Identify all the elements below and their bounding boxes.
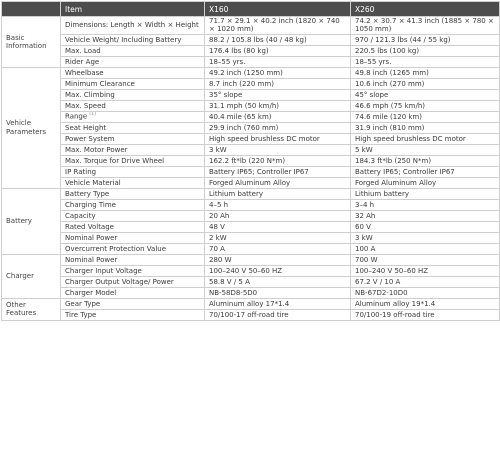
x260-value: 74.6 mile (120 km) [351, 111, 500, 122]
x260-value: 67.2 V / 10 A [351, 276, 500, 287]
table-row [2, 210, 500, 221]
x160-value: 88.2 / 105.8 lbs (40 / 48 kg) [205, 34, 351, 45]
item-cell [61, 210, 205, 221]
x260-value: 18–55 yrs. [351, 56, 500, 67]
table-row [2, 111, 500, 122]
table-row [2, 78, 500, 89]
item-cell [61, 276, 205, 287]
item-cell [61, 188, 205, 199]
table-row [2, 243, 500, 254]
item-cell [61, 111, 205, 122]
x160-value: 2 kW [205, 232, 351, 243]
table-row [2, 199, 500, 210]
table-row [2, 56, 500, 67]
x160-value: 4–5 h [205, 199, 351, 210]
table-row [2, 45, 500, 56]
item-label: Range [65, 112, 88, 121]
x160-value: NB-58D8-5D0 [205, 287, 351, 298]
x260-value: Lithium battery [351, 188, 500, 199]
item-label: Max. Torque for Drive Wheel [65, 156, 165, 165]
x160-value: Forged Aluminum Alloy [205, 177, 351, 188]
x160-value: 8.7 inch (220 mm) [205, 78, 351, 89]
section-label: Vehicle Parameters [2, 67, 61, 188]
item-cell [61, 144, 205, 155]
x160-value: 70 A [205, 243, 351, 254]
table-row [2, 298, 500, 309]
item-label: Vehicle Material [65, 178, 121, 187]
x260-value: 46.6 mph (75 km/h) [351, 100, 500, 111]
table-row [2, 89, 500, 100]
item-label: Charger Input Voltage [65, 266, 142, 275]
x260-value: 3–4 h [351, 199, 500, 210]
item-label: Charger Model [65, 288, 117, 297]
table-row [2, 232, 500, 243]
item-label: Battery Type [65, 189, 110, 198]
header-blank [2, 2, 61, 17]
item-cell [61, 254, 205, 265]
item-cell [61, 122, 205, 133]
item-cell [61, 78, 205, 89]
x260-value: 74.2 × 30.7 × 41.3 inch (1885 × 780 × 1050 mm) [351, 17, 500, 35]
item-label: Seat Height [65, 123, 107, 132]
item-cell [61, 45, 205, 56]
table-row [2, 188, 500, 199]
item-cell [61, 199, 205, 210]
table-row [2, 177, 500, 188]
item-cell [61, 100, 205, 111]
table-row [2, 309, 500, 320]
x160-value: 49.2 inch (1250 mm) [205, 67, 351, 78]
x160-value: Battery IP65; Controller IP67 [205, 166, 351, 177]
x260-value: Forged Aluminum Alloy [351, 177, 500, 188]
item-label: Charger Output Voltage/ Power [65, 277, 174, 286]
x160-value: 48 V [205, 221, 351, 232]
section-label: Charger [2, 254, 61, 298]
table-row [2, 144, 500, 155]
table-row [2, 265, 500, 276]
header-x260: X260 [351, 2, 500, 17]
x160-value: Aluminum alloy 17*1.4 [205, 298, 351, 309]
item-cell [61, 265, 205, 276]
x260-value: 70/100-19 off-road tire [351, 309, 500, 320]
table-row [2, 155, 500, 166]
table-row [2, 254, 500, 265]
item-cell [61, 34, 205, 45]
item-label: Max. Motor Power [65, 145, 128, 154]
x260-value: 49.8 inch (1265 mm) [351, 67, 500, 78]
section-label: Battery [2, 188, 61, 254]
x160-value: 58.8 V / 5 A [205, 276, 351, 287]
item-label: Gear Type [65, 299, 101, 308]
item-label: Rider Age [65, 57, 100, 66]
table-row [2, 34, 500, 45]
x260-value: 100 A [351, 243, 500, 254]
item-label: Nominal Power [65, 233, 118, 242]
x160-value: 176.4 lbs (80 kg) [205, 45, 351, 56]
table-header [2, 2, 500, 17]
table-row [2, 133, 500, 144]
item-cell [61, 89, 205, 100]
item-label: Charging Time [65, 200, 116, 209]
table-row [2, 67, 500, 78]
table-row [2, 221, 500, 232]
item-label: Max. Load [65, 46, 101, 55]
x260-value: Aluminum alloy 19*1.4 [351, 298, 500, 309]
x260-value: 5 kW [351, 144, 500, 155]
item-label: Tire Type [65, 310, 97, 319]
x160-value: 20 Ah [205, 210, 351, 221]
x260-value: NB-67D2-10D0 [351, 287, 500, 298]
x260-value: 60 V [351, 221, 500, 232]
item-label: Nominal Power [65, 255, 118, 264]
item-label: Minimum Clearance [65, 79, 135, 88]
header-row [2, 2, 500, 17]
table-row [2, 122, 500, 133]
item-cell [61, 67, 205, 78]
table-row [2, 287, 500, 298]
x160-value: 71.7 × 29.1 × 40.2 inch (1820 × 740 × 1020 mm) [205, 17, 351, 35]
x160-value: Lithium battery [205, 188, 351, 199]
item-cell [61, 166, 205, 177]
item-cell [61, 298, 205, 309]
x160-value: 280 W [205, 254, 351, 265]
x160-value: 3 kW [205, 144, 351, 155]
item-label: Power System [65, 134, 115, 143]
table-row [2, 166, 500, 177]
table-body [2, 17, 500, 321]
item-label: Overcurrent Protection Value [65, 244, 167, 253]
x260-value: 32 Ah [351, 210, 500, 221]
x160-value: 40.4 mile (65 km) [205, 111, 351, 122]
x260-value: 31.9 inch (810 mm) [351, 122, 500, 133]
x160-value: High speed brushless DC motor [205, 133, 351, 144]
table-row [2, 276, 500, 287]
item-label: IP Rating [65, 167, 97, 176]
x260-value: Battery IP65; Controller IP67 [351, 166, 500, 177]
item-label: Capacity [65, 211, 96, 220]
header-item: Item [61, 2, 205, 17]
item-cell [61, 243, 205, 254]
x260-value: 45° slope [351, 89, 500, 100]
x260-value: High speed brushless DC motor [351, 133, 500, 144]
x160-value: 70/100-17 off-road tire [205, 309, 351, 320]
item-label: Wheelbase [65, 68, 104, 77]
table-row [2, 100, 500, 111]
item-cell [61, 17, 205, 35]
footnote-marker: [1] [89, 112, 96, 118]
x160-value: 29.9 inch (760 mm) [205, 122, 351, 133]
item-cell [61, 221, 205, 232]
x260-value: 3 kW [351, 232, 500, 243]
section-label: Basic Information [2, 17, 61, 68]
x260-value: 184.3 ft*lb (250 N*m) [351, 155, 500, 166]
item-cell [61, 177, 205, 188]
header-x160: X160 [205, 2, 351, 17]
section-label: Other Features [2, 298, 61, 320]
item-cell [61, 232, 205, 243]
x260-value: 970 / 121.3 lbs (44 / 55 kg) [351, 34, 500, 45]
item-label: Dimensions: Length × Width × Height [65, 21, 199, 30]
spec-table [1, 1, 500, 321]
item-label: Vehicle Weight/ Including Battery [65, 35, 182, 44]
item-cell [61, 133, 205, 144]
x160-value: 162.2 ft*lb (220 N*m) [205, 155, 351, 166]
x160-value: 100–240 V 50–60 HZ [205, 265, 351, 276]
x160-value: 35° slope [205, 89, 351, 100]
item-label: Max. Climbing [65, 90, 115, 99]
table-row [2, 17, 500, 35]
x260-value: 700 W [351, 254, 500, 265]
item-cell [61, 155, 205, 166]
item-cell [61, 309, 205, 320]
x260-value: 100–240 V 50–60 HZ [351, 265, 500, 276]
x260-value: 10.6 inch (270 mm) [351, 78, 500, 89]
x260-value: 220.5 lbs (100 kg) [351, 45, 500, 56]
item-label: Max. Speed [65, 101, 106, 110]
x160-value: 31.1 mph (50 km/h) [205, 100, 351, 111]
x160-value: 18–55 yrs. [205, 56, 351, 67]
item-cell [61, 287, 205, 298]
item-cell [61, 56, 205, 67]
item-label: Rated Voltage [65, 222, 114, 231]
